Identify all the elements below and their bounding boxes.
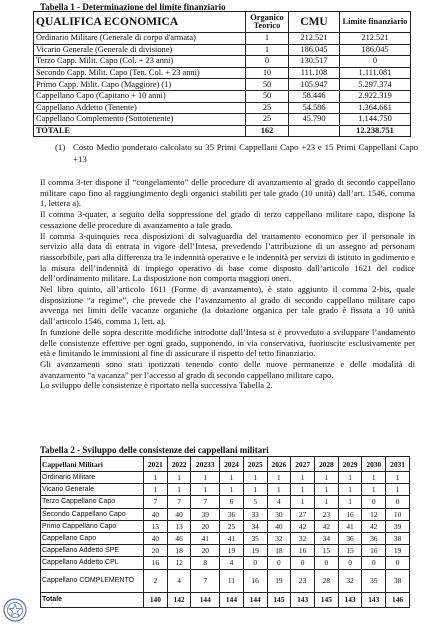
table2-body bbox=[41, 472, 410, 608]
paragraph: Nel libro quinto, all’articolo 1611 (Forme di avanzamento), è stato aggiunto il comma 2-bis, quale disposizione “a regime”, che prevede che l’avanzamento al grado di secondo cappellano militare capo avvenga nei limiti delle vacanze organiche (la dotazione organica per tale grado è fissata a 10 unità dall’articolo 1546, comma 1, lett. a). bbox=[40, 284, 415, 327]
table1-row bbox=[34, 90, 411, 102]
table1-cell-limite: 0 bbox=[340, 56, 411, 68]
table2-cell: 41 bbox=[338, 520, 362, 532]
table2-header-year: 2024 bbox=[220, 457, 244, 472]
table1-cell-limite: 186.045 bbox=[340, 44, 411, 56]
table2-header-year: 20233 bbox=[191, 457, 220, 472]
table2 bbox=[40, 456, 410, 608]
table2-cell: 2 bbox=[144, 569, 168, 592]
table2-cell: 1 bbox=[144, 484, 168, 496]
table1-row bbox=[34, 56, 411, 68]
table1-cell-organico: 50 bbox=[246, 79, 289, 91]
table1-cell-cmu: 105.947 bbox=[289, 79, 340, 91]
table2-cell: 40 bbox=[144, 532, 168, 544]
table2-cell: 42 bbox=[314, 520, 338, 532]
table1-cell-qualifica: Terzo Capp. Milit. Capo (Col. + 23 anni) bbox=[34, 56, 246, 68]
table1-cell-organico: 1 bbox=[246, 44, 289, 56]
body-text bbox=[40, 177, 415, 391]
table1-cell-organico: 10 bbox=[246, 67, 289, 79]
table2-header-year: 2025 bbox=[243, 457, 267, 472]
table1-cell-limite: 1.144.750 bbox=[340, 114, 411, 126]
paragraph: Il comma 3-quinquies reca disposizioni di salvaguardia del trattamento economico per il personale in servizio alla data di entrata in vigore dell’Intesa, prevedendo l’attribuzione di un assegno ad personam riassorbibile, pari alla differenza tra le indennità operative e le indennità per servizi di istituto in godimento e la misura dell’indennità di impiego operativo di base come disposto dall’articolo 1621 del codice dell’ordinamento militare. La disposizione non comporta maggiori oneri. bbox=[40, 230, 415, 284]
table1-footnote bbox=[55, 142, 418, 165]
table2-cell: 0 bbox=[291, 557, 315, 569]
table2-cell: 11 bbox=[220, 569, 244, 592]
table1-cell-qualifica: Cappellano Complemento (Sottotenente) bbox=[34, 114, 246, 126]
table2-cell: 40 bbox=[167, 508, 191, 520]
table2-cell: 1 bbox=[386, 472, 410, 484]
table2-cell: 19 bbox=[267, 569, 291, 592]
table2-header-year: 2031 bbox=[386, 457, 410, 472]
table2-cell: 36 bbox=[338, 532, 362, 544]
table2-cell: 36 bbox=[362, 532, 386, 544]
table2-cell: 42 bbox=[362, 520, 386, 532]
table2-cell: 7 bbox=[191, 496, 220, 508]
table2-header-year: 2021 bbox=[144, 457, 168, 472]
table2-total-cell: 142 bbox=[167, 592, 191, 607]
table1-total-limite: 12.238.751 bbox=[340, 125, 411, 137]
table2-row bbox=[41, 545, 410, 557]
table2-cell: 16 bbox=[243, 569, 267, 592]
table2-total-cell: 143 bbox=[362, 592, 386, 607]
table2-header-year: 2030 bbox=[362, 457, 386, 472]
table1-cell-limite: 5.297.374 bbox=[340, 79, 411, 91]
table1-cell-limite: 1.111.081 bbox=[340, 67, 411, 79]
table1-row bbox=[34, 33, 411, 45]
table2-cell: 1 bbox=[338, 472, 362, 484]
table2-cell: 0 bbox=[243, 557, 267, 569]
table2-cell: 1 bbox=[267, 484, 291, 496]
table2-cell: 0 bbox=[267, 557, 291, 569]
table2-cell: 40 bbox=[267, 520, 291, 532]
paragraph: Lo sviluppo delle consistenze è riportato nella successiva Tabella 2. bbox=[40, 380, 273, 391]
table1-cell-organico: 25 bbox=[246, 102, 289, 114]
table2-header-year: 2027 bbox=[291, 457, 315, 472]
table2-row bbox=[41, 472, 410, 484]
table2-cell: 1 bbox=[220, 484, 244, 496]
table2-cell: 20 bbox=[191, 520, 220, 532]
table2-total-cell: 144 bbox=[191, 592, 220, 607]
table1-header-limite: Limite finanziario bbox=[340, 12, 411, 33]
table2-cell: 4 bbox=[220, 557, 244, 569]
table2-cell: 16 bbox=[144, 557, 168, 569]
table2-header-year: 2026 bbox=[267, 457, 291, 472]
table2-cell: 1 bbox=[243, 472, 267, 484]
table2-cell: 1 bbox=[291, 472, 315, 484]
table2-cell: 38 bbox=[386, 569, 410, 592]
table2-total-cell: 146 bbox=[386, 592, 410, 607]
table2-cell: 35 bbox=[362, 569, 386, 592]
table1-cell-qualifica: Primo Capp. Milit. Capo (Maggiore) (1) bbox=[34, 79, 246, 91]
table2-cell: 42 bbox=[291, 520, 315, 532]
table1-header-row bbox=[34, 12, 411, 33]
table1-cell-qualifica: Cappellano Capo (Capitano + 10 anni) bbox=[34, 90, 246, 102]
table1 bbox=[33, 11, 411, 137]
table2-cell: 38 bbox=[386, 532, 410, 544]
table2-cell: 13 bbox=[167, 520, 191, 532]
table2-cell: 1 bbox=[220, 472, 244, 484]
table2-total-cell: 143 bbox=[338, 592, 362, 607]
table2-cell: 20 bbox=[144, 545, 168, 557]
table1-cell-qualifica: Cappellano Addetto (Tenente) bbox=[34, 102, 246, 114]
table1-total-cmu bbox=[289, 125, 340, 137]
table2-cell: 7 bbox=[167, 496, 191, 508]
table1-cell-cmu: 45.790 bbox=[289, 114, 340, 126]
table1-cell-limite: 212.521 bbox=[340, 33, 411, 45]
paragraph: Il comma 3-quater, a seguito della soppressione del grado di terzo cappellano militare capo, dispone la cessazione delle procedure di avanzamento a tale grado. bbox=[40, 209, 415, 230]
table2-cell: 1 bbox=[314, 496, 338, 508]
table2-cell: 23 bbox=[314, 508, 338, 520]
table2-cell: 34 bbox=[314, 532, 338, 544]
table2-cell: 32 bbox=[291, 532, 315, 544]
table2-cell: 1 bbox=[191, 484, 220, 496]
table1-total-row bbox=[34, 125, 411, 137]
table2-cell: 18 bbox=[267, 545, 291, 557]
table1-cell-organico: 1 bbox=[246, 33, 289, 45]
table2-total-cell: 145 bbox=[267, 592, 291, 607]
table2-cell: 16 bbox=[362, 545, 386, 557]
paragraph: In funzione delle sopra descritte modifiche introdotte dall’Intesa si è provveduto a sviluppare l’andamento delle consistenze effettive per ogni grado, supponendo, in via conservativa, fuoriuscite esclusivamente per età e limitando le immissioni al fine di assicurare il rispetto del tetto finanziario. bbox=[40, 326, 415, 359]
table2-total-cell: 145 bbox=[314, 592, 338, 607]
table1-row bbox=[34, 114, 411, 126]
table2-row-label: Terzo Cappellano Capo bbox=[41, 496, 144, 508]
table2-total-label: Totale bbox=[41, 592, 144, 607]
table2-cell: 41 bbox=[191, 532, 220, 544]
table2-cell: 7 bbox=[144, 496, 168, 508]
table2-cell: 10 bbox=[386, 508, 410, 520]
table2-header-year: 2028 bbox=[314, 457, 338, 472]
table2-cell: 0 bbox=[362, 496, 386, 508]
table2-cell: 4 bbox=[267, 496, 291, 508]
table1-cell-cmu: 54.586 bbox=[289, 102, 340, 114]
table2-cell: 1 bbox=[243, 484, 267, 496]
table1-row bbox=[34, 67, 411, 79]
table2-row-label: Cappellano Addetto SPE bbox=[41, 545, 144, 557]
table1-cell-limite: 2.922.319 bbox=[340, 90, 411, 102]
table1-cell-organico: 25 bbox=[246, 114, 289, 126]
table1-row bbox=[34, 44, 411, 56]
table2-cell: 19 bbox=[220, 545, 244, 557]
table2-header-row bbox=[41, 457, 410, 472]
table2-cell: 15 bbox=[314, 545, 338, 557]
table2-total-cell: 143 bbox=[291, 592, 315, 607]
table2-cell: 20 bbox=[191, 545, 220, 557]
table2-cell: 1 bbox=[291, 496, 315, 508]
table2-title: Tabella 2 - Sviluppo delle consistenze dei cappellani militari bbox=[40, 445, 269, 455]
table2-cell: 13 bbox=[144, 520, 168, 532]
table2-cell: 1 bbox=[338, 484, 362, 496]
table2-cell: 34 bbox=[243, 520, 267, 532]
table2-cell: 30 bbox=[267, 508, 291, 520]
table2-row bbox=[41, 484, 410, 496]
table2-cell: 23 bbox=[291, 569, 315, 592]
paragraph: Gli avanzamenti sono stati ipotizzati tenendo conto delle nuove permanenze e delle modalità di avanzamento “a vacanza” per l’accesso al grado di secondo cappellano militare capo. bbox=[40, 358, 415, 380]
table2-cell: 39 bbox=[386, 520, 410, 532]
table2-cell: 1 bbox=[167, 472, 191, 484]
table1-cell-cmu: 58.446 bbox=[289, 90, 340, 102]
table1-cell-limite: 1.364.661 bbox=[340, 102, 411, 114]
table2-cell: 6 bbox=[220, 496, 244, 508]
table2-cell: 1 bbox=[267, 472, 291, 484]
table2-cell: 4 bbox=[167, 569, 191, 592]
table2-cell: 0 bbox=[386, 496, 410, 508]
table2-cell: 36 bbox=[220, 508, 244, 520]
table2-total-cell: 144 bbox=[243, 592, 267, 607]
table2-cell: 1 bbox=[314, 484, 338, 496]
table2-row-label: Cappellano Addetto CPL bbox=[41, 557, 144, 569]
paragraph: Il comma 3-ter dispone il “congelamento” delle procedure di avanzamento al grado di secondo cappellano militare capo fino al raggiungimento degli organici stabiliti per tale grado (10 unità) dall’art. 1546, comma 1, lettera a). bbox=[40, 177, 415, 209]
table2-cell: 1 bbox=[362, 472, 386, 484]
table2-row bbox=[41, 496, 410, 508]
table2-cell: 1 bbox=[167, 484, 191, 496]
table2-row bbox=[41, 532, 410, 544]
table2-cell: 39 bbox=[191, 508, 220, 520]
footnote-text: Costo Medio ponderato calcolato su 35 Primi Cappellani Capo +23 e 15 Primi Cappellani Capo +13 bbox=[73, 142, 418, 164]
table1-total-label: TOTALE bbox=[34, 125, 246, 137]
table1-cell-cmu: 130.517 bbox=[289, 56, 340, 68]
table2-total-row bbox=[41, 592, 410, 607]
table1-header-cmu: CMU bbox=[289, 12, 340, 33]
table1-row bbox=[34, 102, 411, 114]
table2-cell: 25 bbox=[220, 520, 244, 532]
table2-row-label: Cappellano Capo bbox=[41, 532, 144, 544]
table2-cell: 18 bbox=[167, 545, 191, 557]
table2-row-label: Primo Cappellano Capo bbox=[41, 520, 144, 532]
table1-cell-cmu: 111.108 bbox=[289, 67, 340, 79]
table2-total-cell: 144 bbox=[220, 592, 244, 607]
table1-cell-qualifica: Ordinario Militare (Generale di corpo d'armata) bbox=[34, 33, 246, 45]
table1-title: Tabella 1 - Determinazione del limite finanziario bbox=[40, 2, 226, 12]
table2-cell: 1 bbox=[362, 484, 386, 496]
table2-cell: 32 bbox=[267, 532, 291, 544]
table2-cell: 0 bbox=[314, 557, 338, 569]
table2-row bbox=[41, 520, 410, 532]
table2-row bbox=[41, 569, 410, 592]
table1-row bbox=[34, 79, 411, 91]
table1-cell-organico: 0 bbox=[246, 56, 289, 68]
table1-header-organico: Organico Teorico bbox=[246, 12, 289, 33]
table2-row-label: Secondo Cappellano Capo bbox=[41, 508, 144, 520]
table2-cell: 12 bbox=[167, 557, 191, 569]
footnote-number: (1) bbox=[55, 142, 66, 152]
table2-cell: 15 bbox=[338, 545, 362, 557]
table1-cell-qualifica: Vicario Generale (Generale di divisione) bbox=[34, 44, 246, 56]
table2-cell: 1 bbox=[291, 484, 315, 496]
table2-header-label: Cappellani Militari bbox=[41, 457, 144, 472]
table2-cell: 1 bbox=[191, 472, 220, 484]
table2-cell: 28 bbox=[314, 569, 338, 592]
table1-cell-cmu: 186.045 bbox=[289, 44, 340, 56]
table2-cell: 7 bbox=[191, 569, 220, 592]
table2-cell: 5 bbox=[243, 496, 267, 508]
table1-cell-organico: 50 bbox=[246, 90, 289, 102]
table2-cell: 1 bbox=[386, 484, 410, 496]
table2-cell: 12 bbox=[362, 508, 386, 520]
table2-cell: 40 bbox=[144, 508, 168, 520]
table2-total-cell: 140 bbox=[144, 592, 168, 607]
table2-cell: 35 bbox=[243, 532, 267, 544]
table2-row-label: Cappellano COMPLEMENTO bbox=[41, 569, 144, 592]
table2-header-year: 2029 bbox=[338, 457, 362, 472]
table2-row-label: Vicario Generale bbox=[41, 484, 144, 496]
table2-cell: 27 bbox=[291, 508, 315, 520]
republic-emblem-icon bbox=[3, 598, 27, 622]
table2-row bbox=[41, 508, 410, 520]
table2-row-label: Ordinario Militare bbox=[41, 472, 144, 484]
table2-cell: 0 bbox=[338, 557, 362, 569]
table2-cell: 33 bbox=[243, 508, 267, 520]
table2-cell: 16 bbox=[338, 508, 362, 520]
table2-cell: 16 bbox=[291, 545, 315, 557]
table2-cell: 1 bbox=[314, 472, 338, 484]
table2-row bbox=[41, 557, 410, 569]
table1-cell-qualifica: Secondo Capp. Milit. Capo (Ten. Col. + 23 anni) bbox=[34, 67, 246, 79]
table1-body bbox=[34, 33, 411, 126]
table1-cell-cmu: 212.521 bbox=[289, 33, 340, 45]
table1-total-organico: 162 bbox=[246, 125, 289, 137]
table2-cell: 19 bbox=[243, 545, 267, 557]
table2-cell: 19 bbox=[386, 545, 410, 557]
table1-header-qualifica: QUALIFICA ECONOMICA bbox=[34, 12, 246, 33]
table2-cell: 0 bbox=[362, 557, 386, 569]
table2-header-year: 2022 bbox=[167, 457, 191, 472]
table2-cell: 0 bbox=[386, 557, 410, 569]
table2-cell: 1 bbox=[144, 472, 168, 484]
table2-cell: 32 bbox=[338, 569, 362, 592]
table2-cell: 41 bbox=[220, 532, 244, 544]
table2-cell: 46 bbox=[167, 532, 191, 544]
table2-cell: 1 bbox=[338, 496, 362, 508]
table2-cell: 8 bbox=[191, 557, 220, 569]
